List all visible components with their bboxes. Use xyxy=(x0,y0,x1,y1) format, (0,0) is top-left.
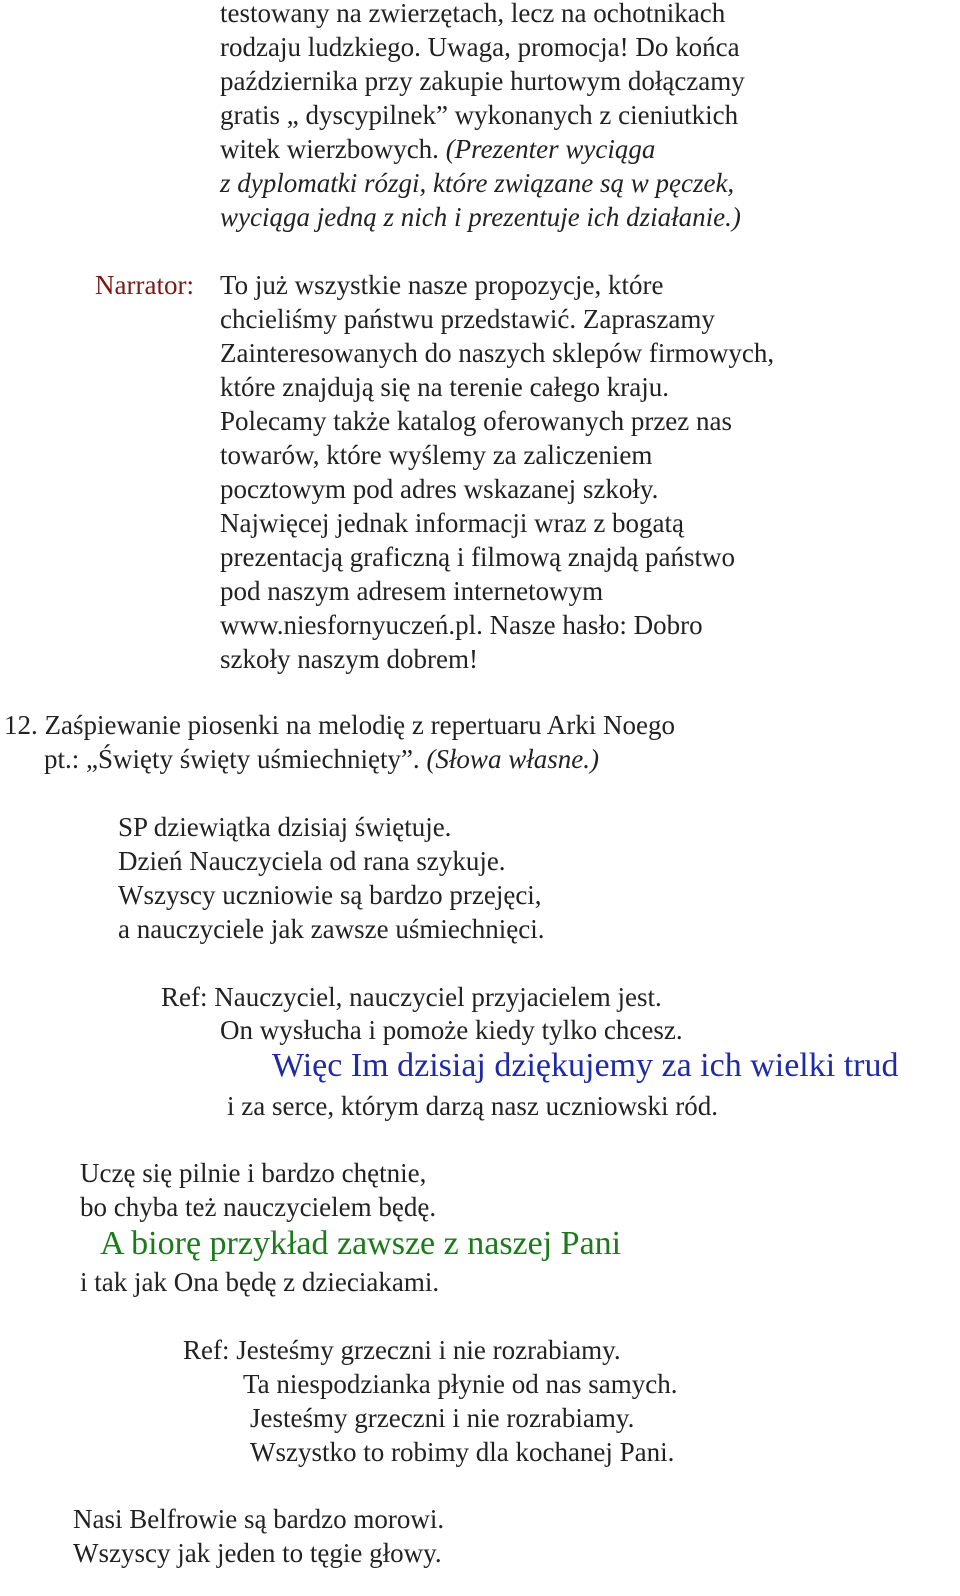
refrain-1-line-1: Ref: Nauczyciel, nauczyciel przyjacielem jest. xyxy=(161,982,662,1012)
narrator-label: Narrator: xyxy=(95,270,194,300)
intro-line-4: gratis „ dyscypilnek” wykonanych z cieniutkich xyxy=(220,100,739,130)
narrator-line-5: Polecamy także katalog oferowanych przez nas xyxy=(220,406,733,436)
narrator-line-11: www.niesfornyuczeń.pl. Nasze hasło: Dobro xyxy=(220,610,703,640)
item-12-subheading xyxy=(44,742,599,776)
verse-2-line-3: A biorę przykład zawsze z naszej Pani xyxy=(100,1225,622,1262)
intro-line-1: testowany na zwierzętach, lecz na ochotnikach xyxy=(220,0,726,28)
refrain-2-line-2: Ta niespodzianka płynie od nas samych. xyxy=(243,1369,678,1399)
refrain-2-line-3: Jesteśmy grzeczni i nie rozrabiamy. xyxy=(250,1403,635,1433)
verse-3-line-1: Nasi Belfrowie są bardzo morowi. xyxy=(73,1504,445,1534)
narrator-line-12: szkoły naszym dobrem! xyxy=(220,644,478,674)
refrain-1-line-2: On wysłucha i pomoże kiedy tylko chcesz. xyxy=(220,1015,683,1045)
verse-1-line-2: Dzień Nauczyciela od rana szykuje. xyxy=(118,846,506,876)
verse-1-line-3: Wszyscy uczniowie są bardzo przejęci, xyxy=(118,880,542,910)
stage-direction-start: (Prezenter wyciąga xyxy=(445,134,656,164)
narrator-line-7: pocztowym pod adres wskazanej szkoły. xyxy=(220,474,659,504)
intro-line-5-text: witek wierzbowych. xyxy=(220,134,446,164)
refrain-2-line-1: Ref: Jesteśmy grzeczni i nie rozrabiamy. xyxy=(183,1335,621,1365)
narrator-line-10: pod naszym adresem internetowym xyxy=(220,576,604,606)
narrator-line-1: To już wszystkie nasze propozycje, które xyxy=(220,270,664,300)
verse-2-line-1: Uczę się pilnie i bardzo chętnie, xyxy=(80,1158,427,1188)
refrain-1-line-4: i za serce, którym darzą nasz uczniowski ród. xyxy=(227,1091,719,1121)
verse-1-line-4: a nauczyciele jak zawsze uśmiechnięci. xyxy=(118,914,545,944)
intro-line-5 xyxy=(220,132,655,166)
stage-direction-line-2: z dyplomatki rózgi, które związane są w pęczek, xyxy=(220,168,735,198)
verse-3-line-2: Wszyscy jak jeden to tęgie głowy. xyxy=(73,1538,442,1568)
refrain-2-line-4: Wszystko to robimy dla kochanej Pani. xyxy=(250,1437,675,1467)
narrator-line-6: towarów, które wyślemy za zaliczeniem xyxy=(220,440,653,470)
verse-2-line-2: bo chyba też nauczycielem będę. xyxy=(80,1192,437,1222)
narrator-line-3: Zainteresowanych do naszych sklepów firmowych, xyxy=(220,338,775,368)
narrator-line-8: Najwięcej jednak informacji wraz z bogatą xyxy=(220,508,685,538)
item-12-heading: 12. Zaśpiewanie piosenki na melodię z repertuaru Arki Noego xyxy=(4,710,676,740)
intro-line-2: rodzaju ludzkiego. Uwaga, promocja! Do końca xyxy=(220,32,740,62)
narrator-line-2: chcieliśmy państwu przedstawić. Zapraszamy xyxy=(220,304,715,334)
verse-2-line-4: i tak jak Ona będę z dzieciakami. xyxy=(80,1267,440,1297)
verse-1-line-1: SP dziewiątka dzisiaj świętuje. xyxy=(118,812,452,842)
song-note: (Słowa własne.) xyxy=(426,744,599,774)
refrain-1-line-3: Więc Im dzisiaj dziękujemy za ich wielki trud xyxy=(272,1047,899,1084)
stage-direction-line-3: wyciąga jedną z nich i prezentuje ich działanie.) xyxy=(220,202,741,232)
song-title: pt.: „Święty święty uśmiechnięty”. xyxy=(44,744,427,774)
narrator-line-9: prezentacją graficzną i filmową znajdą państwo xyxy=(220,542,735,572)
narrator-line-4: które znajdują się na terenie całego kraju. xyxy=(220,372,670,402)
intro-line-3: października przy zakupie hurtowym dołączamy xyxy=(220,66,745,96)
